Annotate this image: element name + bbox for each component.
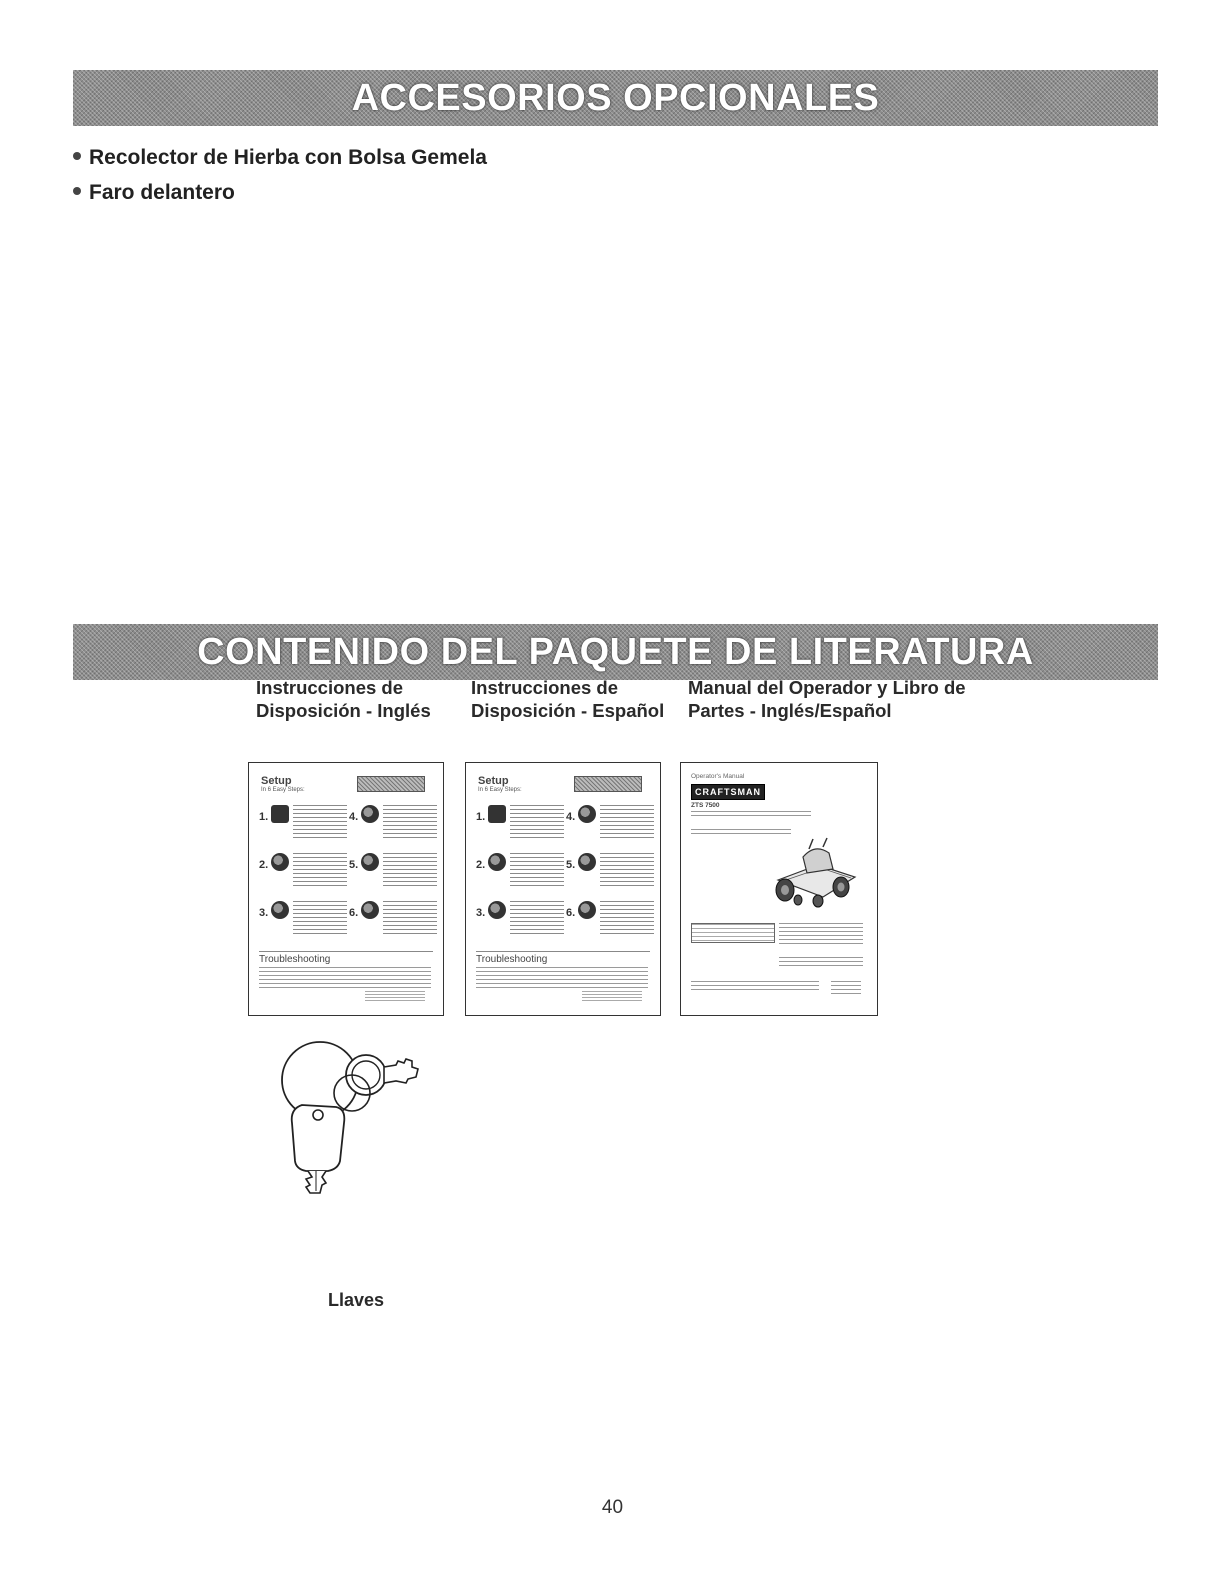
fuel-icon <box>271 901 289 919</box>
bullet-icon <box>73 152 81 160</box>
fuel-icon <box>488 901 506 919</box>
literature-label-manual: Manual del Operador y Libro de Partes - Inglés/Español <box>688 677 966 721</box>
setup-step: 1. <box>476 803 566 847</box>
setup-badge <box>357 776 425 792</box>
literature-label-spanish: Instrucciones de Disposición - Español <box>471 677 665 721</box>
battery-icon <box>361 805 379 823</box>
battery-icon <box>578 805 596 823</box>
setup-step: 5. <box>349 851 439 895</box>
list-item: Faro delantero <box>73 175 487 210</box>
list-item: Recolector de Hierba con Bolsa Gemela <box>73 140 487 175</box>
caution-box <box>691 923 775 943</box>
tire-icon <box>361 853 379 871</box>
setup-step: 6. <box>566 899 656 943</box>
keys-illustration <box>278 1035 428 1195</box>
troubleshooting-heading: Troubleshooting <box>476 951 650 965</box>
setup-sheet-english <box>248 762 444 1016</box>
mower-illustration <box>763 835 863 915</box>
troubleshooting-heading: Troubleshooting <box>259 951 433 965</box>
book-icon <box>488 805 506 823</box>
accessories-banner <box>73 70 1158 126</box>
page-number: 40 <box>601 1497 624 1518</box>
setup-step: 3. <box>476 899 566 943</box>
keys-label: Llaves <box>328 1290 385 1310</box>
setup-title: Setup <box>478 775 509 787</box>
manual-model: ZTS 7500 <box>691 802 720 809</box>
oil-icon <box>488 853 506 871</box>
setup-step: 5. <box>566 851 656 895</box>
manual-header: Operator's Manual <box>691 773 745 780</box>
setup-step: 2. <box>259 851 349 895</box>
engine-icon <box>361 901 379 919</box>
oil-icon <box>271 853 289 871</box>
setup-badge <box>574 776 642 792</box>
book-icon <box>271 805 289 823</box>
setup-step: 6. <box>349 899 439 943</box>
setup-step: 4. <box>566 803 656 847</box>
literature-banner <box>73 624 1158 680</box>
craftsman-logo: CRAFTSMAN <box>691 784 765 800</box>
bullet-icon <box>73 187 81 195</box>
setup-step: 3. <box>259 899 349 943</box>
setup-subtitle: In 6 Easy Steps: <box>261 787 305 793</box>
accessories-list <box>73 140 487 210</box>
setup-step: 4. <box>349 803 439 847</box>
literature-heading: CONTENIDO DEL PAQUETE DE LITERATURA <box>197 631 1034 673</box>
setup-subtitle: In 6 Easy Steps: <box>478 787 522 793</box>
tire-icon <box>578 853 596 871</box>
setup-step: 2. <box>476 851 566 895</box>
engine-icon <box>578 901 596 919</box>
accessories-heading: ACCESORIOS OPCIONALES <box>351 77 880 119</box>
setup-sheet-spanish <box>465 762 661 1016</box>
setup-step: 1. <box>259 803 349 847</box>
setup-title: Setup <box>261 775 292 787</box>
literature-label-english: Instrucciones de Disposición - Inglés <box>256 677 431 721</box>
operator-manual-cover <box>680 762 878 1016</box>
